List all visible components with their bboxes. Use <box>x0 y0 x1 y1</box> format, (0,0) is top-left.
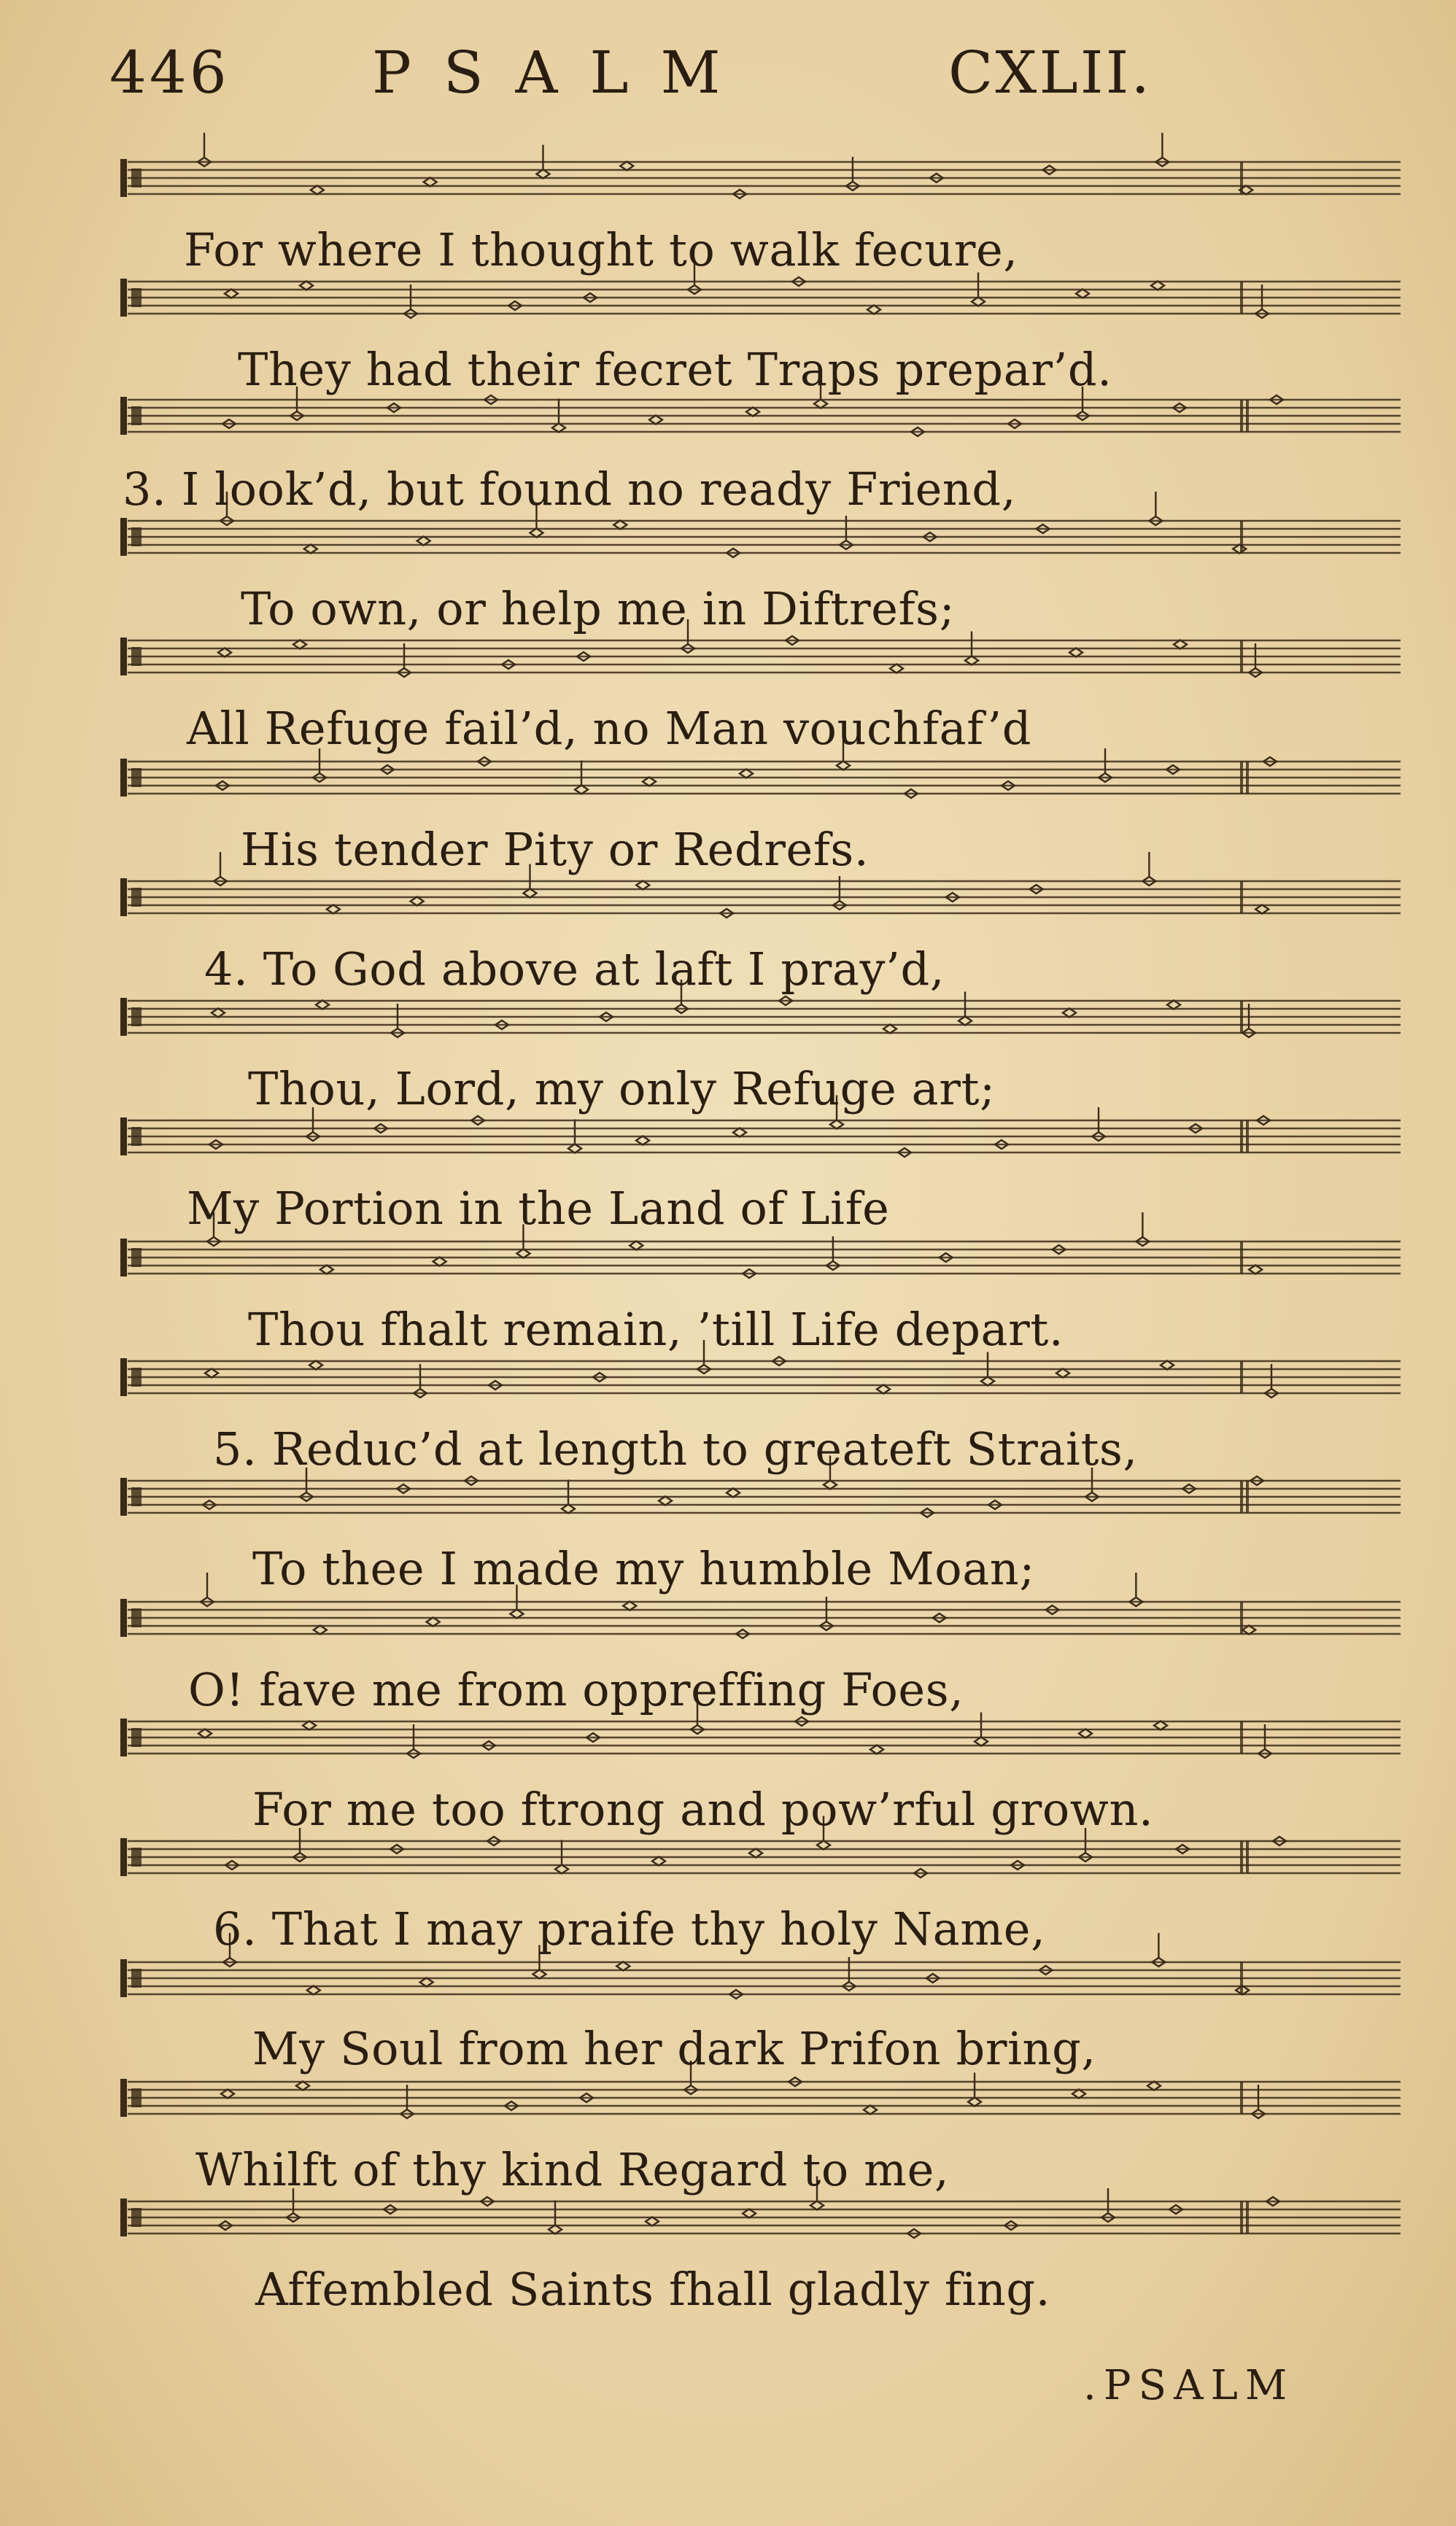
music-note <box>616 1962 630 1971</box>
music-note <box>304 545 317 554</box>
music-note <box>293 640 306 649</box>
lyric-line: Affembled Saints fhall gladly fing. <box>255 2263 1051 2316</box>
clef-mark <box>120 1239 127 1276</box>
bar-line <box>1240 1962 1243 1994</box>
clef-mark <box>131 647 142 666</box>
music-note <box>314 1626 327 1635</box>
bar-line <box>1240 162 1243 194</box>
clef-mark <box>131 1127 142 1146</box>
clef-mark <box>131 1487 142 1506</box>
music-note <box>316 1001 329 1010</box>
music-note <box>327 905 340 914</box>
music-note <box>427 1618 440 1627</box>
clef-mark <box>131 1608 142 1627</box>
music-note <box>420 1978 433 1987</box>
lyric-line: To thee I made my humble Moan; <box>252 1542 1035 1595</box>
music-note <box>198 1729 212 1738</box>
music-note <box>1147 2082 1161 2091</box>
music-note <box>433 1258 446 1266</box>
music-note <box>311 186 324 195</box>
bar-line <box>1240 1481 1243 1513</box>
lyric-line: 6. That I may praife thy holy Name, <box>213 1902 1046 1956</box>
lyric-line: For me too ftrong and pow’rful grown. <box>252 1783 1154 1836</box>
clef-mark <box>120 1117 127 1155</box>
bar-line <box>1240 1001 1243 1033</box>
lyric-line: My Soul from her dark Prifon bring, <box>252 2022 1096 2075</box>
music-note <box>411 897 424 906</box>
music-note <box>1076 290 1089 298</box>
lyric-line: Whilft of thy kind Regard to me, <box>195 2143 950 2196</box>
clef-mark <box>131 1969 142 1988</box>
clef-mark <box>120 518 127 556</box>
music-note <box>1174 640 1187 649</box>
music-note <box>864 2106 877 2115</box>
music-note <box>646 2217 659 2226</box>
music-note <box>320 1266 333 1274</box>
bar-line <box>1240 400 1243 432</box>
lyric-line: To own, or help me in Diftrefs; <box>241 582 956 635</box>
clef-mark <box>131 1728 142 1747</box>
page-title: PSALM <box>372 39 753 106</box>
music-note <box>1079 1729 1092 1738</box>
bar-line <box>1240 521 1243 553</box>
music-note <box>225 290 238 298</box>
music-note <box>296 2082 309 2091</box>
music-note <box>221 2090 234 2099</box>
bar-line <box>1240 1602 1243 1634</box>
bar-line <box>1246 1841 1249 1873</box>
music-note <box>424 178 437 187</box>
lyric-line: 3. I look’d, but found no ready Friend, <box>123 462 1017 516</box>
lyric-line: His tender Pity or Redrefs. <box>241 823 870 876</box>
clef-mark <box>131 2088 142 2107</box>
lyric-line: 5. Reduc’d at length to greateft Straits, <box>213 1422 1138 1476</box>
clef-mark <box>120 2079 127 2117</box>
bar-line <box>1240 640 1243 673</box>
clef-mark <box>120 1599 127 1637</box>
music-note <box>636 881 649 890</box>
music-note <box>1249 1266 1262 1274</box>
clef-mark <box>120 2198 127 2236</box>
clef-mark <box>120 878 127 916</box>
clef-mark <box>120 1719 127 1756</box>
music-note <box>307 1986 320 1995</box>
music-note <box>877 1385 890 1394</box>
music-note <box>1072 2090 1085 2099</box>
music-note <box>659 1497 672 1506</box>
bar-line <box>1246 1120 1249 1152</box>
bar-line <box>1246 2201 1249 2234</box>
clef-mark <box>120 1358 127 1396</box>
lyric-line: 4. To God above at laft I pray’d, <box>204 942 945 996</box>
music-note <box>867 306 880 314</box>
catchword: .PSALM <box>1083 2362 1295 2409</box>
bar-line <box>1240 1361 1243 1393</box>
lyric-line: O! fave me from oppreffing Foes, <box>188 1663 964 1716</box>
music-note <box>309 1361 322 1370</box>
lyric-line: For where I thought to walk fecure, <box>184 223 1018 276</box>
music-note <box>613 521 627 530</box>
music-note <box>1161 1361 1174 1370</box>
clef-mark <box>131 406 142 425</box>
clef-mark <box>131 1848 142 1867</box>
bar-line <box>1240 762 1243 794</box>
music-note <box>870 1746 883 1754</box>
clef-mark <box>120 759 127 797</box>
music-note <box>740 770 753 778</box>
bar-line <box>1240 1120 1243 1152</box>
lyric-line: All Refuge fail’d, no Man vouchfaf’d <box>187 702 1031 755</box>
lyric-line: My Portion in the Land of Life <box>187 1182 890 1235</box>
clef-mark <box>131 1007 142 1026</box>
music-note <box>205 1369 218 1378</box>
bar-line <box>1240 1241 1243 1274</box>
music-note <box>1233 545 1246 554</box>
clef-mark <box>120 1478 127 1516</box>
bar-line <box>1246 762 1249 794</box>
music-note <box>1167 1001 1180 1010</box>
music-note <box>1151 282 1164 290</box>
music-note <box>652 1857 665 1866</box>
music-note <box>623 1602 636 1611</box>
bar-line <box>1246 1481 1249 1513</box>
music-note <box>733 1128 746 1137</box>
lyric-line: Thou fhalt remain, ’till Life depart. <box>248 1303 1064 1356</box>
clef-mark <box>131 1368 142 1387</box>
bar-line <box>1240 881 1243 913</box>
music-note <box>218 648 231 657</box>
bar-line <box>1240 2082 1243 2114</box>
music-note <box>620 162 633 171</box>
music-note <box>727 1489 740 1498</box>
music-note <box>649 416 662 425</box>
music-note <box>417 537 430 546</box>
clef-mark <box>120 279 127 317</box>
bar-line <box>1240 2201 1243 2234</box>
music-note <box>749 1849 762 1858</box>
clef-mark <box>120 998 127 1036</box>
music-note <box>1069 648 1083 657</box>
bar-line <box>1240 1841 1243 1873</box>
clef-mark <box>131 888 142 907</box>
clef-mark <box>131 288 142 307</box>
bar-line <box>1240 1721 1243 1754</box>
music-note <box>1056 1369 1069 1378</box>
clef-mark <box>131 768 142 787</box>
music-note <box>300 282 313 290</box>
bar-line <box>1246 400 1249 432</box>
clef-mark <box>120 1838 127 1876</box>
clef-mark <box>120 638 127 675</box>
clef-mark <box>131 1248 142 1267</box>
music-note <box>746 408 759 417</box>
music-note <box>643 778 656 786</box>
clef-mark <box>120 159 127 197</box>
music-note <box>303 1721 316 1730</box>
clef-mark <box>120 1959 127 1997</box>
page-number: 446 <box>109 39 230 106</box>
bar-line <box>1240 282 1243 314</box>
music-note <box>212 1009 225 1018</box>
clef-mark <box>120 397 127 435</box>
music-note <box>1255 905 1269 914</box>
music-note <box>636 1136 649 1145</box>
psalm-number: CXLII. <box>948 39 1153 106</box>
clef-mark <box>131 168 142 187</box>
clef-mark <box>131 2208 142 2227</box>
music-note <box>1242 1626 1255 1635</box>
music-note <box>883 1025 897 1034</box>
music-note <box>1063 1009 1076 1018</box>
lyric-line: Thou, Lord, my only Refuge art; <box>248 1062 996 1115</box>
music-note <box>1154 1721 1167 1730</box>
music-note <box>890 665 903 673</box>
lyric-line: They had their fecret Traps prepar’d. <box>238 343 1112 396</box>
clef-mark <box>131 527 142 546</box>
music-note <box>743 2209 756 2218</box>
music-note <box>630 1241 643 1250</box>
